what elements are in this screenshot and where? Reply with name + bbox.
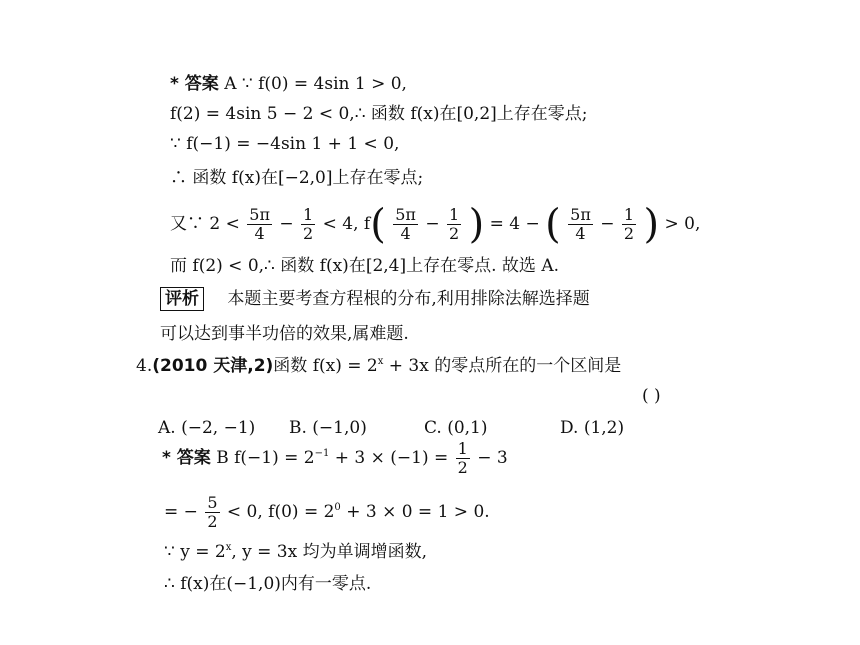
answer-label: * 答案 [162,448,211,468]
fraction [456,440,470,477]
option-d: D. (1,2) [560,418,625,438]
superscript: −1 [314,448,330,459]
numerator: 1 [623,205,635,224]
numerator: 1 [457,439,468,458]
fraction [205,494,219,531]
text: − [279,214,294,234]
left-paren: ( [545,201,561,248]
superscript: x [225,542,232,553]
left-paren: ( [370,201,386,248]
answer1-line6: 而 f(2) < 0,∴ 函数 f(x)在[2,4]上存在零点. 故选 A. [170,256,560,276]
fraction [568,206,593,243]
question-source: (2010 天津,2) [152,356,274,376]
text: < 4, f [322,214,371,234]
analysis-label: 评析 [160,287,204,311]
option-b: B. (−1,0) [289,418,367,438]
denominator: 2 [623,224,635,243]
option-a: A. (−2, −1) [158,418,256,438]
fraction [622,206,636,243]
question-text: + 3x 的零点所在的一个区间是 [383,356,622,376]
answer1-text: A ∵ f(0) = 4sin 1 > 0, [218,74,407,94]
fraction [447,206,461,243]
denominator: 4 [575,224,586,243]
denominator: 4 [254,224,265,243]
denominator: 2 [449,224,460,243]
numerator: 5 [207,493,218,512]
answer1-line1 [170,74,407,94]
text: − 3 [477,448,508,468]
text: B f(−1) = 2 [210,448,315,468]
text: = 4 − [489,214,540,234]
fraction [301,206,315,243]
fraction [247,206,272,243]
text: − [425,214,440,234]
denominator: 2 [303,224,314,243]
answer-bracket: ( ) [642,386,661,406]
analysis-line2: 可以达到事半功倍的效果,属难题. [160,324,409,344]
denominator: 4 [400,224,411,243]
denominator: 2 [457,458,468,477]
answer1-line4: ∴ 函数 f(x)在[−2,0]上存在零点; [170,168,424,188]
text: + 3 × (−1) = [329,448,449,468]
superscript: 0 [334,502,341,513]
text: − [600,214,615,234]
answer2-line1 [162,436,508,480]
superscript: x [377,356,384,367]
text: , y = 3x 均为单调增函数, [231,542,428,562]
text: = − [164,502,198,522]
answer2-line4: ∴ f(x)在(−1,0)内有一零点. [164,574,372,594]
answer1-line2: f(2) = 4sin 5 − 2 < 0,∴ 函数 f(x)在[0,2]上存在零点; [170,104,588,124]
text: ∵ y = 2 [164,542,226,562]
question-number: 4. [136,356,153,376]
answer2-line3 [164,542,427,562]
analysis-line1 [160,287,590,311]
option-c: C. (0,1) [424,418,488,438]
denominator: 2 [207,512,218,531]
fraction [393,206,418,243]
answer1-line5 [170,202,700,246]
numerator: 1 [449,205,460,224]
right-paren: ) [643,201,660,248]
text: < 0, f(0) = 2 [226,502,335,522]
analysis-text: 本题主要考查方程根的分布,利用排除法解选择题 [227,289,590,309]
numerator: 5π [249,205,270,224]
numerator: 1 [303,205,314,224]
text: > 0, [664,214,701,234]
text: 又∵ 2 < [170,214,240,234]
answer1-line3: ∵ f(−1) = −4sin 1 + 1 < 0, [170,134,400,154]
question-text: 函数 f(x) = 2 [273,356,378,376]
answer-label: * 答案 [170,74,219,94]
numerator: 5π [395,205,416,224]
right-paren: ) [468,201,485,248]
text: + 3 × 0 = 1 > 0. [340,502,490,522]
numerator: 5π [570,205,591,224]
answer2-line2 [164,490,490,534]
question-4-stem [136,356,621,376]
